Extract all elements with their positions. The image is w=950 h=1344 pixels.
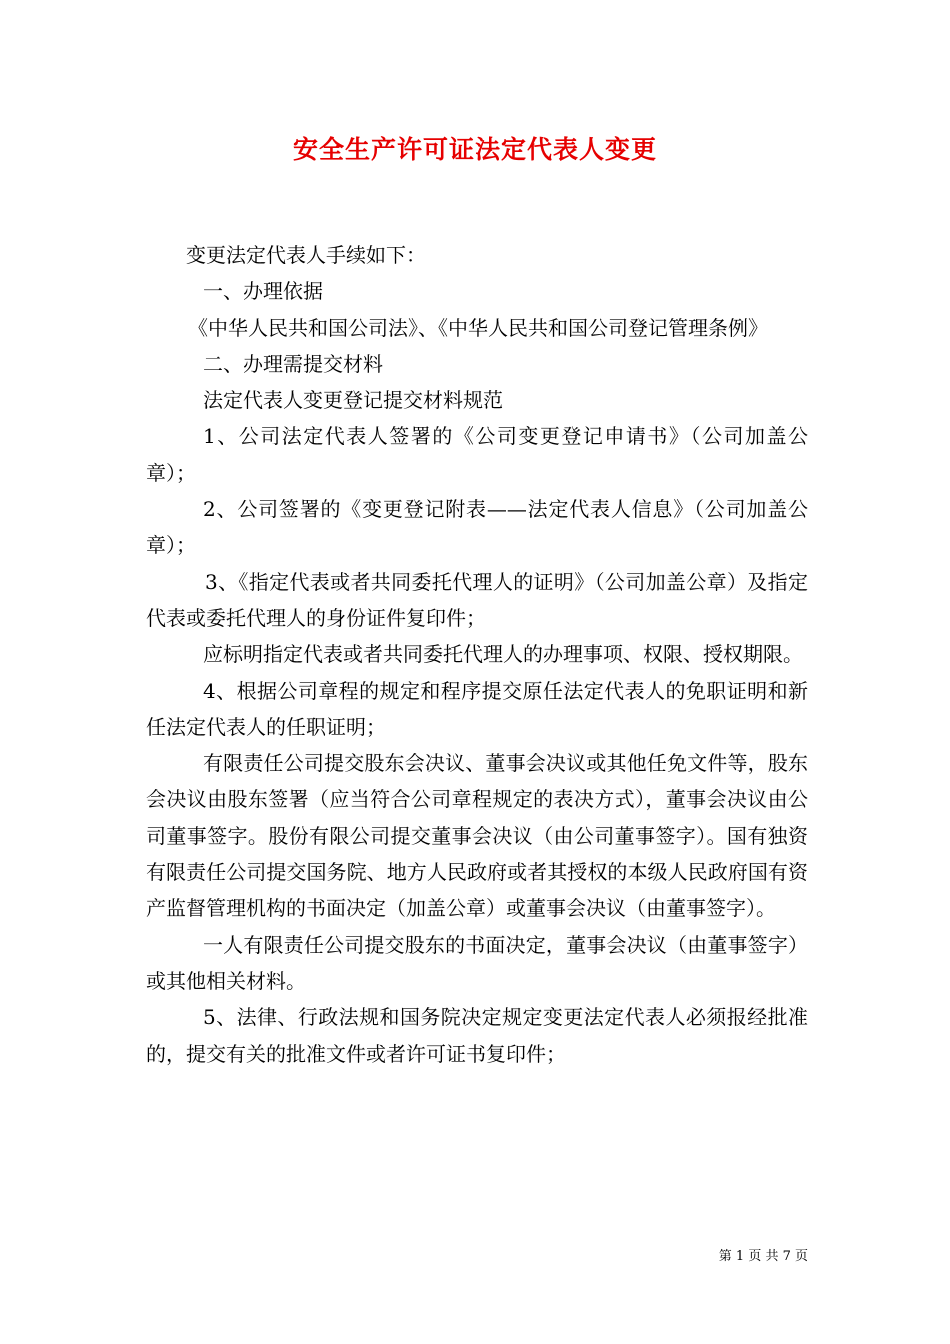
section-heading-materials: 二、办理需提交材料 — [203, 351, 383, 376]
intro-paragraph: 变更法定代表人手续如下： — [186, 243, 426, 267]
document-title: 安全生产许可证法定代表人变更 — [292, 135, 657, 164]
list-item-3: 3、《指定代表或者共同委托代理人的证明》（公司加盖公章）及指定代表或委托代理人的身份证件复印件； — [146, 569, 808, 630]
page-number: 第 1 页 共 7 页 — [718, 1249, 808, 1264]
paragraph-designation-note: 应标明指定代表或者共同委托代理人的办理事项、权限、授权期限。 — [203, 642, 803, 667]
list-item-2: 2、公司签署的《变更登记附表——法定代表人信息》（公司加盖公章）； — [146, 497, 808, 558]
paragraph-single-shareholder: 一人有限责任公司提交股东的书面决定，董事会决议（由董事签字）或其他相关材料。 — [146, 932, 808, 993]
paragraph-company-types: 有限责任公司提交股东会决议、董事会决议或其他任免文件等，股东会决议由股东签署（应当符合公司章程规定的表决方式），董事会决议由公司董事签字。股份有限公司提交董事会决议（由公司董事签字）。国有独资有限责任公司提交国务院、地方人民政府或者其授权的本级人民政府国有资产监督管理机构的书面决定（加盖公章）或董事会决议（由董事签字）。 — [146, 751, 808, 921]
list-item-5: 5、法律、行政法规和国务院决定规定变更法定代表人必须报经批准的，提交有关的批准文件或者许可证书复印件； — [146, 1005, 808, 1066]
document-body — [146, 237, 808, 1072]
paragraph-materials-spec: 法定代表人变更登记提交材料规范 — [203, 388, 503, 413]
list-item-4: 4、根据公司章程的规定和程序提交原任法定代表人的免职证明和新任法定代表人的任职证明； — [146, 678, 808, 739]
section-heading-basis: 一、办理依据 — [203, 279, 323, 304]
paragraph-laws: 《中华人民共和国公司法》、《中华人民共和国公司登记管理条例》 — [188, 315, 768, 340]
list-item-1: 1、公司法定代表人签署的《公司变更登记申请书》（公司加盖公章）； — [146, 424, 808, 485]
